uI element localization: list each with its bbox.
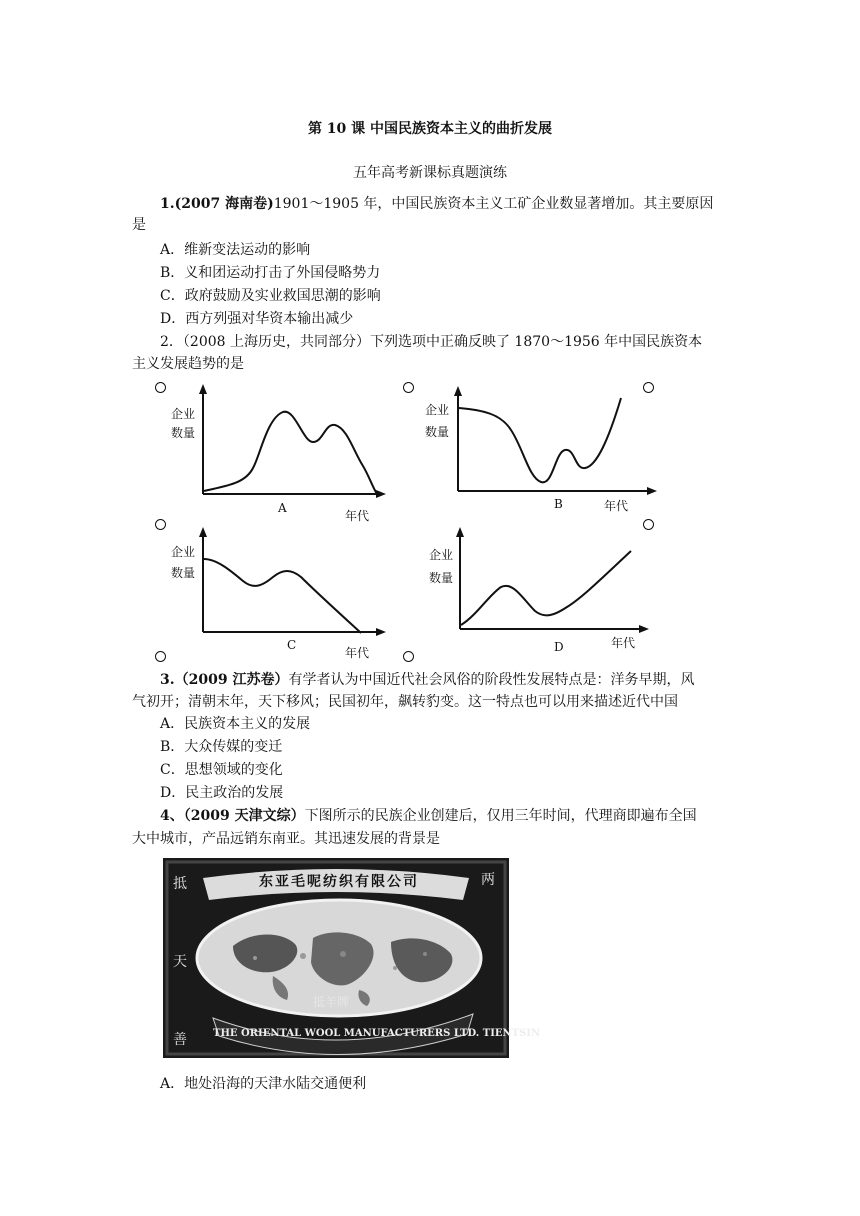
y-label-line1: 企业	[171, 545, 196, 559]
q3-source: （2009 江苏卷）	[174, 672, 289, 688]
corner-char-left-top: 抵	[173, 876, 187, 892]
lesson-title: 第 10 课 中国民族资本主义的曲折发展	[307, 121, 553, 137]
chart-letter: B	[554, 497, 563, 511]
x-label: 年代	[345, 646, 370, 660]
q1-option-c: C．政府鼓励及实业救国思潮的影响	[160, 288, 381, 304]
x-label: 年代	[611, 636, 636, 650]
y-label-line1: 企业	[171, 407, 196, 421]
english-text: THE ORIENTAL WOOL MANUFACTURERS LTD. TIENTSIN	[213, 1028, 541, 1039]
q3-number: 3.	[160, 672, 175, 688]
q1-stem-line2: 是	[132, 217, 146, 233]
chart-panel-d	[403, 515, 643, 659]
chart-panel-c	[155, 515, 395, 659]
corner-char-right-top: 两	[481, 872, 495, 888]
trend-line	[461, 551, 631, 625]
q2-stem-line2: 主义发展趋势的是	[132, 356, 244, 372]
y-label-line1: 企业	[425, 403, 450, 417]
x-axis-arrow	[639, 625, 649, 633]
q1-option-d: D．西方列强对华资本输出减少	[160, 311, 354, 327]
trademark-photo	[163, 858, 541, 1058]
corner-mark	[643, 519, 654, 530]
q3-stem-text: 有学者认为中国近代社会风俗的阶段性发展特点是：洋务早期，风	[288, 672, 695, 688]
x-axis-arrow	[647, 487, 657, 495]
chart-letter: A	[278, 501, 287, 515]
trend-line	[204, 559, 361, 633]
q1-option-b: B．义和团运动打击了外国侵略势力	[160, 265, 381, 281]
corner-char-left-mid: 天	[173, 954, 187, 970]
chart-panel-b	[403, 378, 643, 522]
q4-source: （2009 天津文综）	[183, 808, 305, 824]
corner-mark	[403, 382, 414, 393]
q3-option-a: A．民族资本主义的发展	[160, 716, 311, 732]
corner-char-left-bottom: 善	[173, 1032, 187, 1048]
q4-option-a: A．地处沿海的天津水陆交通便利	[160, 1076, 367, 1092]
q3-option-d: D．民主政治的发展	[160, 785, 284, 801]
q4-number: 4、	[160, 808, 184, 824]
q1-option-a: A．维新变法运动的影响	[160, 242, 311, 258]
y-label-line2: 数量	[425, 425, 450, 439]
chart-panel-a	[155, 378, 385, 522]
q4-stem-text: 下图所示的民族企业创建后，仅用三年时间，代理商即遍布全国	[304, 808, 697, 824]
section-subtitle: 五年高考新课标真题演练	[353, 165, 507, 181]
q3-stem-line2: 气初开；清朝末年，天下移风；民国初年，飙转豹变。这一特点也可以用来描述近代中国	[132, 694, 678, 710]
corner-mark	[155, 382, 166, 393]
y-axis-arrow	[199, 527, 207, 537]
x-axis-arrow	[376, 628, 386, 636]
x-axis-arrow	[376, 490, 386, 498]
trend-line	[204, 412, 377, 494]
y-label-line2: 数量	[171, 426, 196, 440]
y-axis-arrow	[454, 386, 462, 396]
q1-source: (2007 海南卷)	[174, 196, 274, 212]
q3-stem-line1	[160, 670, 694, 690]
banner-text: 东亚毛呢纺织有限公司	[259, 874, 419, 890]
chart-letter: C	[287, 638, 297, 652]
corner-mark	[155, 651, 166, 662]
corner-mark	[643, 382, 654, 393]
chart-letter: D	[554, 640, 564, 654]
q4-stem-line2: 大中城市，产品远销东南亚。其迅速发展的背景是	[132, 831, 440, 847]
x-label: 年代	[604, 499, 629, 513]
corner-mark	[403, 651, 414, 662]
y-axis-arrow	[456, 527, 464, 537]
chart-c-svg	[155, 515, 395, 655]
y-label-line2: 数量	[429, 571, 454, 585]
q1-stem-line1	[160, 194, 713, 214]
x-label: 年代	[345, 509, 370, 523]
q1-number: 1.	[160, 196, 175, 212]
q3-option-c: C．思想领域的变化	[160, 762, 283, 778]
q3-option-b: B．大众传媒的变迁	[160, 739, 283, 755]
q2-stem-line1: 2．（2008 上海历史，共同部分）下列选项中正确反映了 1870～1956 年中国民族资本	[160, 334, 703, 350]
chart-a-svg	[155, 378, 385, 518]
q1-stem-text: 1901～1905 年，中国民族资本主义工矿企业数显著增加。其主要原因	[273, 196, 714, 212]
q4-stem-line1	[160, 806, 697, 826]
y-label-line1: 企业	[429, 548, 454, 562]
y-label-line2: 数量	[171, 566, 196, 580]
corner-mark	[155, 519, 166, 530]
brand-text: 抵羊牌	[313, 995, 350, 1009]
trend-line	[459, 398, 621, 482]
y-axis-arrow	[199, 384, 207, 394]
